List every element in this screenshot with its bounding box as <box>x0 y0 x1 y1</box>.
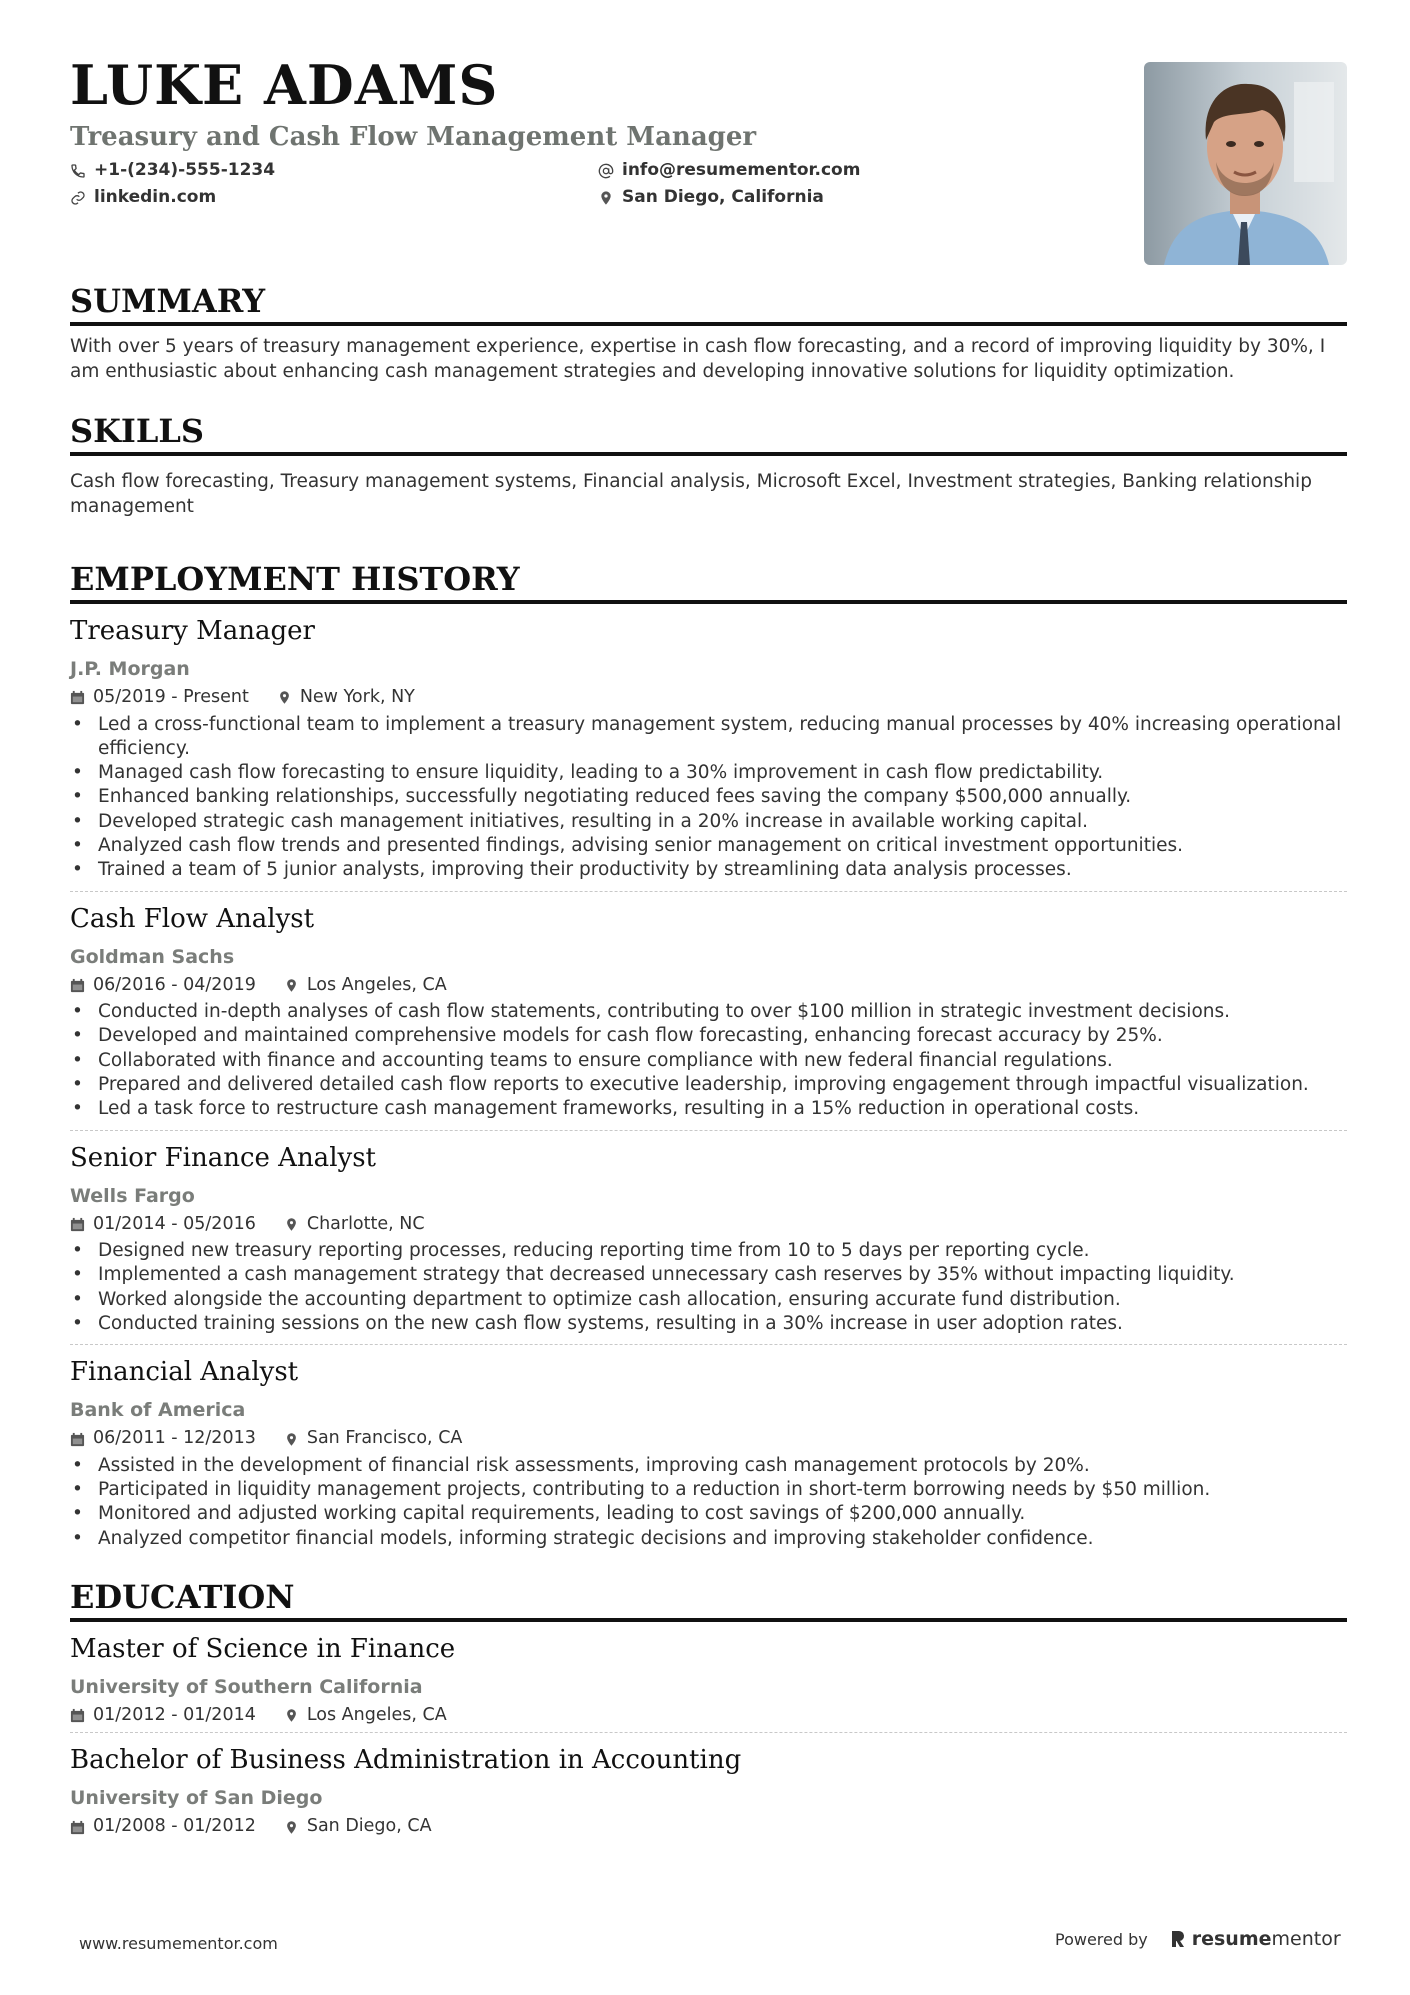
resumementor-logo-icon <box>1170 1929 1186 1949</box>
job-dates: 01/2014 - 05/2016 <box>93 1213 256 1234</box>
profile-photo <box>1144 62 1347 265</box>
location-text: San Diego, California <box>622 187 824 207</box>
calendar-icon <box>70 1708 85 1723</box>
resume-header <box>70 0 1347 285</box>
job-meta <box>70 689 1347 707</box>
location-pin-icon <box>284 1432 299 1447</box>
job-role: Cash Flow Analyst <box>70 903 315 934</box>
job-entry <box>70 1345 1347 1559</box>
location-pin-icon <box>284 1217 299 1232</box>
contact-location <box>598 189 824 206</box>
footer-branding <box>1055 1928 1341 1950</box>
education-meta <box>70 1818 1347 1836</box>
job-company: Bank of America <box>70 1399 246 1422</box>
bullet-item: • Collaborated with finance and accounting teams to ensure compliance with new federal financial regulations. <box>70 1049 1347 1073</box>
powered-by-text: Powered by <box>1055 1929 1148 1949</box>
phone-text: +1-(234)-555-1234 <box>94 160 276 180</box>
job-location: New York, NY <box>299 687 415 707</box>
job-entry <box>70 1131 1347 1346</box>
calendar-icon <box>70 1217 85 1232</box>
bullet-item: • Developed strategic cash management initiatives, resulting in a 20% increase in available working capital. <box>70 810 1347 834</box>
job-role: Treasury Manager <box>70 616 315 646</box>
education-heading: EDUCATION <box>70 1581 1347 1622</box>
bullet-item: • Designed new treasury reporting processes, reducing reporting time from 10 to 5 days per reporting cycle. <box>70 1239 1347 1263</box>
contact-email[interactable] <box>598 162 860 179</box>
job-role: Senior Finance Analyst <box>70 1142 376 1173</box>
bullet-item: • Developed and maintained comprehensive models for cash flow forecasting, enhancing forecast accuracy by 25%. <box>70 1024 1347 1048</box>
bullet-item: • Monitored and adjusted working capital requirements, leading to cost savings of $200,000 annually. <box>70 1502 1347 1526</box>
job-location: Charlotte, NC <box>306 1213 425 1234</box>
skills-section <box>70 412 1347 519</box>
job-meta <box>70 1430 1347 1448</box>
job-meta <box>70 974 1347 995</box>
brand-rest: mentor <box>1271 1928 1341 1950</box>
email-text: info@resumementor.com <box>622 160 861 180</box>
education-location: San Diego, CA <box>306 1816 432 1837</box>
calendar-icon <box>70 978 85 993</box>
location-pin-icon <box>277 690 292 705</box>
contact-linkedin[interactable] <box>70 189 216 206</box>
education-dates: 01/2012 - 01/2014 <box>93 1704 256 1725</box>
at-icon <box>598 163 614 179</box>
bullet-item: • Conducted training sessions on the new cash flow systems, resulting in a 30% increase in user adoption rates. <box>70 1312 1347 1336</box>
summary-text: With over 5 years of treasury management experience, expertise in cash flow forecasting, and a record of improving liquidity by 30%, I am enthusiastic about enhancing cash management strategies and developing innovative solutions for liquidity optimization. <box>70 336 1326 382</box>
candidate-name: LUKE ADAMS <box>70 53 499 117</box>
bullet-item: • Trained a team of 5 junior analysts, improving their productivity by streamlining data analysis processes. <box>70 858 1347 882</box>
location-pin-icon <box>284 1820 299 1835</box>
education-entry <box>70 1622 1347 1734</box>
job-dates: 06/2011 - 12/2013 <box>93 1428 256 1449</box>
calendar-icon <box>70 1432 85 1447</box>
job-company: Goldman Sachs <box>70 945 235 968</box>
job-entry <box>70 604 1347 892</box>
calendar-icon <box>70 690 85 705</box>
bullet-item: • Analyzed cash flow trends and presented findings, advising senior management on critical investment opportunities. <box>70 834 1347 858</box>
job-role: Financial Analyst <box>70 1357 299 1388</box>
education-entry <box>70 1733 1347 1844</box>
brand-logo[interactable] <box>1170 1928 1341 1950</box>
contact-phone[interactable] <box>70 162 275 179</box>
bullet-item: • Led a cross-functional team to implement a treasury management system, reducing manual processes by 40% increasing operational efficiency. <box>70 713 1347 762</box>
education-meta <box>70 1704 1347 1725</box>
phone-icon <box>70 163 86 179</box>
bullet-item: • Conducted in-depth analyses of cash flow statements, contributing to over $100 million in strategic investment decisions. <box>70 1000 1347 1024</box>
calendar-icon <box>70 1820 85 1835</box>
bullet-item: • Enhanced banking relationships, successfully negotiating reduced fees saving the company $500,000 annually. <box>70 785 1347 809</box>
location-pin-icon <box>598 190 614 206</box>
skills-text: Cash flow forecasting, Treasury management systems, Financial analysis, Microsoft Excel, Investment strategies, Banking relationship management <box>70 471 1312 517</box>
link-icon <box>70 190 86 206</box>
summary-section <box>70 282 1347 384</box>
degree: Bachelor of Business Administration in Accounting <box>70 1745 742 1776</box>
job-company: J.P. Morgan <box>70 658 190 680</box>
summary-heading: SUMMARY <box>70 285 1347 326</box>
job-location: Los Angeles, CA <box>306 974 447 995</box>
job-dates: 05/2019 - Present <box>93 687 249 707</box>
job-bullets <box>70 713 1347 883</box>
bullet-item: • Analyzed competitor financial models, informing strategic decisions and improving stakeholder confidence. <box>70 1527 1347 1551</box>
school: University of Southern California <box>70 1675 423 1698</box>
job-location: San Francisco, CA <box>306 1428 463 1449</box>
location-pin-icon <box>284 1708 299 1723</box>
job-meta <box>70 1213 1347 1234</box>
job-entry <box>70 892 1347 1131</box>
employment-heading: EMPLOYMENT HISTORY <box>70 563 1347 604</box>
job-company: Wells Fargo <box>70 1184 195 1207</box>
brand-bold: resume <box>1191 1928 1272 1950</box>
employment-section <box>70 560 1347 1559</box>
bullet-item: • Implemented a cash management strategy that decreased unnecessary cash reserves by 35% without impacting liquidity. <box>70 1263 1347 1287</box>
education-location: Los Angeles, CA <box>306 1704 447 1725</box>
candidate-title: Treasury and Cash Flow Management Manager <box>70 122 757 152</box>
school: University of San Diego <box>70 1787 323 1810</box>
bullet-item: • Prepared and delivered detailed cash flow reports to executive leadership, improving engagement through impactful visualization. <box>70 1073 1347 1097</box>
job-bullets <box>70 1239 1347 1336</box>
degree: Master of Science in Finance <box>70 1633 456 1664</box>
bullet-item: • Managed cash flow forecasting to ensure liquidity, leading to a 30% improvement in cash flow predictability. <box>70 761 1347 785</box>
job-dates: 06/2016 - 04/2019 <box>93 974 256 995</box>
bullet-item: • Participated in liquidity management projects, contributing to a reduction in short-term borrowing needs by $50 million. <box>70 1478 1347 1502</box>
linkedin-text: linkedin.com <box>94 187 217 207</box>
job-bullets <box>70 1454 1347 1551</box>
education-section <box>70 1577 1347 1844</box>
bullet-item: • Assisted in the development of financial risk assessments, improving cash management protocols by 20%. <box>70 1454 1347 1478</box>
footer-website[interactable]: www.resumementor.com <box>79 1934 278 1953</box>
job-bullets <box>70 1000 1347 1121</box>
location-pin-icon <box>284 978 299 993</box>
education-dates: 01/2008 - 01/2012 <box>93 1816 256 1837</box>
skills-heading: SKILLS <box>70 415 1347 456</box>
bullet-item: • Led a task force to restructure cash management frameworks, resulting in a 15% reduction in operational costs. <box>70 1097 1347 1121</box>
bullet-item: • Worked alongside the accounting department to optimize cash allocation, ensuring accurate fund distribution. <box>70 1288 1347 1312</box>
